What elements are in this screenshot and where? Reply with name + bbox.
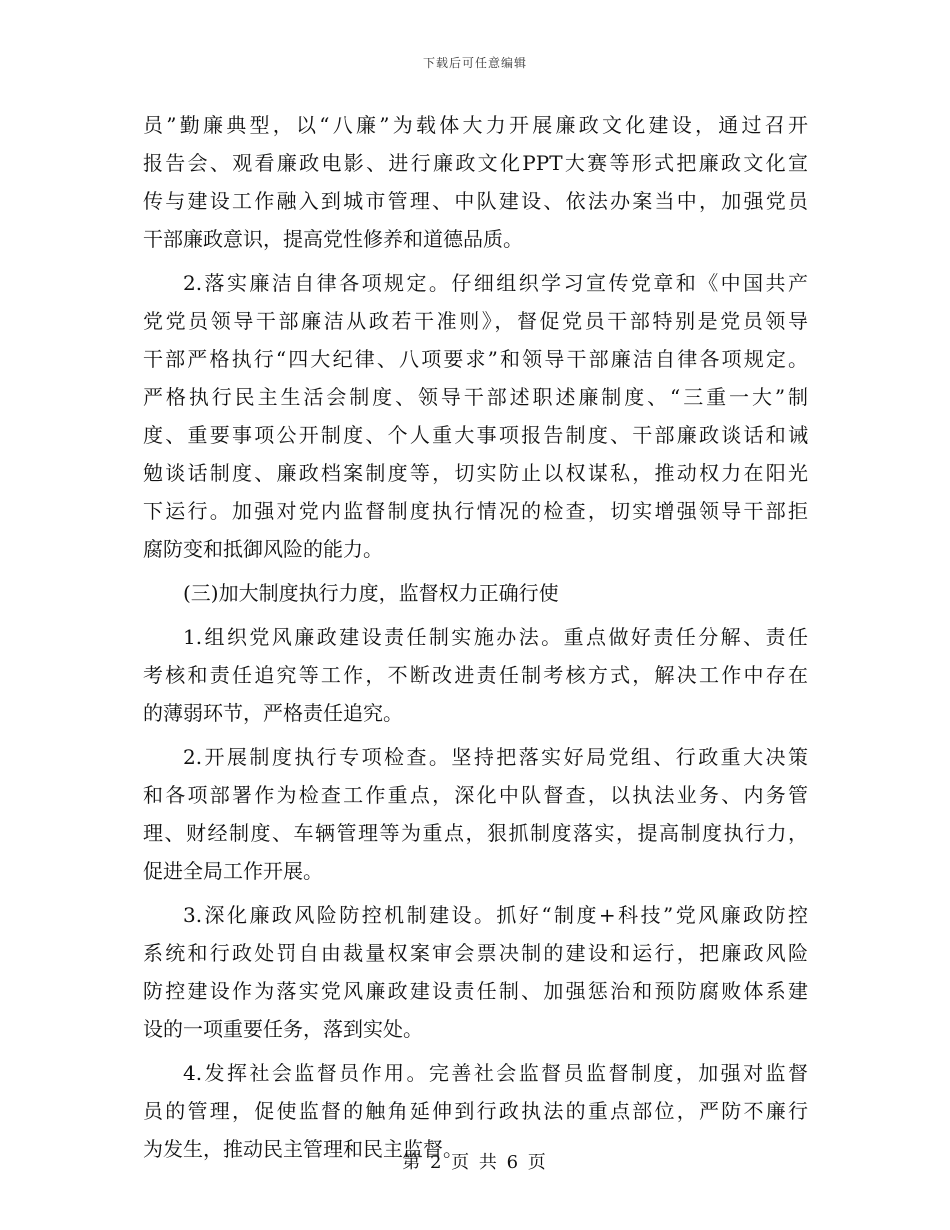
section-heading (143, 574, 808, 612)
text-line: 传与建设工作融入到城市管理、中队建设、依法办案当中，加强党员 (143, 189, 808, 213)
text-line: 为发生，推动民主管理和民主监督。 (143, 1137, 463, 1161)
page-number: 第 2 页 共 6 页 (402, 1152, 548, 1173)
paragraph-4 (143, 738, 808, 890)
text-line: 防控建设作为落实党风廉政建设责任制、加强惩治和预防腐败体系建 (143, 979, 808, 1003)
text-line: 4.发挥社会监督员作用。完善社会监督员监督制度，加强对监督 (183, 1061, 808, 1085)
text-line: 报告会、观看廉政电影、进行廉政文化PPT大赛等形式把廉政文化宣 (143, 151, 808, 175)
paragraph-2 (143, 264, 808, 568)
paragraph-5 (143, 896, 808, 1048)
text-line: 的薄弱环节，严格责任追究。 (143, 701, 403, 725)
text-line: 设的一项重要任务，落到实处。 (143, 1017, 423, 1041)
text-line: 和各项部署作为检查工作重点，深化中队督查，以执法业务、内务管 (143, 783, 808, 807)
paragraph-3 (143, 618, 808, 732)
text-line: 员”勤廉典型，以“八廉”为载体大力开展廉政文化建设，通过召开 (143, 113, 808, 137)
text-line: 考核和责任追究等工作，不断改进责任制考核方式，解决工作中存在 (143, 663, 808, 687)
paragraph-1 (143, 106, 808, 258)
text-line: 干部廉政意识，提高党性修养和道德品质。 (143, 227, 523, 251)
text-line: 腐防变和抵御风险的能力。 (143, 537, 383, 561)
text-line: 系统和行政处罚自由裁量权案审会票决制的建设和运行，把廉政风险 (143, 941, 808, 965)
page-header: 下载后可任意编辑 (422, 56, 527, 70)
text-line: 2.开展制度执行专项检查。坚持把落实好局党组、行政重大决策 (183, 745, 808, 769)
text-line: 下运行。加强对党内监督制度执行情况的检查，切实增强领导干部拒 (143, 499, 808, 523)
text-line: 促进全局工作开展。 (143, 859, 323, 883)
text-line: 度、重要事项公开制度、个人重大事项报告制度、干部廉政谈话和诫 (143, 423, 808, 447)
text-line: 理、财经制度、车辆管理等为重点，狠抓制度落实，提高制度执行力， (143, 821, 808, 845)
text-line: 严格执行民主生活会制度、领导干部述职述廉制度、“三重一大”制 (143, 385, 808, 409)
text-line: 1.组织党风廉政建设责任制实施办法。重点做好责任分解、责任 (183, 625, 808, 649)
text-line: 2.落实廉洁自律各项规定。仔细组织学习宣传党章和《中国共产 (183, 271, 808, 295)
section-title: (三)加大制度执行力度，监督权力正确行使 (183, 581, 559, 605)
document-body (143, 106, 808, 1174)
text-line: 干部严格执行“四大纪律、八项要求”和领导干部廉洁自律各项规定。 (143, 347, 808, 371)
text-line: 员的管理，促使监督的触角延伸到行政执法的重点部位，严防不廉行 (143, 1099, 808, 1123)
text-line: 党党员领导干部廉洁从政若干准则》，督促党员干部特别是党员领导 (143, 309, 808, 333)
text-line: 3.深化廉政风险防控机制建设。抓好“制度+科技”党风廉政防控 (183, 903, 808, 927)
text-line: 勉谈话制度、廉政档案制度等，切实防止以权谋私，推动权力在阳光 (143, 461, 808, 485)
